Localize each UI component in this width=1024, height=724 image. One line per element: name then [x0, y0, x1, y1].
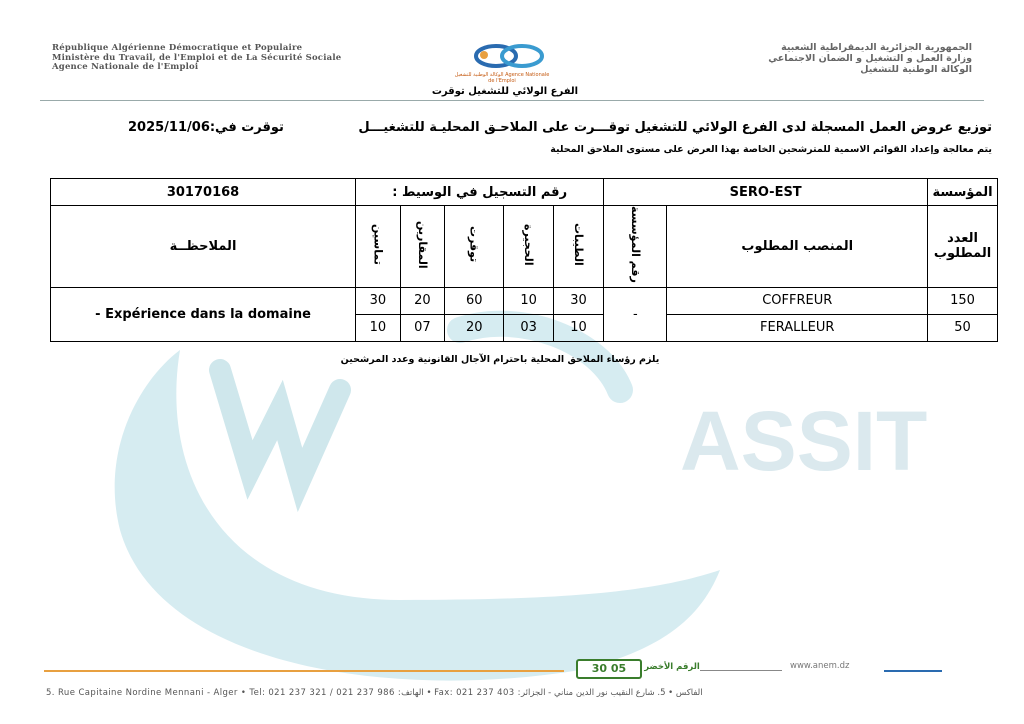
cell-annex-4: 07 [400, 314, 445, 341]
cell-annex-5: 10 [356, 314, 401, 341]
cell-annex-2: 10 [504, 287, 553, 314]
header-ar-line-3: الوكالة الوطنية للتشغيل [860, 64, 972, 75]
arabic-header [612, 42, 972, 75]
org-label: المؤسسة [928, 179, 998, 206]
note-cell: - Expérience dans la domaine [51, 287, 356, 341]
footer-line-grey [700, 670, 782, 671]
col-header-org-number-label: رقم المؤسسة [628, 206, 642, 283]
col-header-annex-5-label: تماسين [371, 224, 385, 265]
header-ar-line-1: الجمهورية الجزائرية الديمقراطية الشعبية [781, 42, 972, 53]
col-header-annex-2 [504, 206, 553, 288]
footer-line-orange [44, 670, 564, 672]
col-header-note: الملاحظــة [51, 206, 356, 288]
cell-post: COFFREUR [667, 287, 928, 314]
footer-line-blue [884, 670, 942, 672]
header-ar-line-2: وزارة العمل و التشغيل و الضمان الاجتماعي [768, 53, 972, 64]
cell-count: 150 [928, 287, 998, 314]
green-number-badge: 30 05 [576, 659, 642, 679]
cell-count: 50 [928, 314, 998, 341]
col-header-annex-2-label: الحجيرة [522, 223, 536, 266]
document-date: توقرت في:2025/11/06 [128, 120, 284, 135]
document-title: توزيع عروض العمل المسجلة لدى الفرع الولائي للتشغيل توقـــرت على الملاحـق المحليـة للتشغيـــل [358, 120, 992, 135]
header-fr-line-1: République Algérienne Démocratique et Populaire [52, 43, 303, 53]
job-offers-table [50, 178, 998, 342]
cell-annex-3: 20 [445, 314, 504, 341]
watermark-text: ASSIT [680, 394, 928, 488]
org-name: SERO-EST [604, 179, 928, 206]
website-link[interactable]: www.anem.dz [790, 661, 850, 671]
cell-annex-5: 30 [356, 287, 401, 314]
green-number-label: الرقم الأخضر [644, 662, 700, 672]
document-subtitle: يتم معالجة وإعداد القوائم الاسمية للمترشحين الخاصة بهذا العرض على مستوى الملاحق المحلية [550, 144, 992, 155]
cell-annex-2: 03 [504, 314, 553, 341]
column-header-row [51, 206, 998, 288]
col-header-annex-4 [400, 206, 445, 288]
reg-number: 30170168 [51, 179, 356, 206]
col-header-annex-1 [553, 206, 603, 288]
footnote: يلزم رؤساء الملاحق المحلية باحترام الآجال القانونية وعدد المرشحين [340, 354, 660, 365]
header-fr-line-3: Agence Nationale de l'Emploi [52, 62, 199, 72]
col-header-annex-3-label: توقرت [467, 226, 481, 263]
col-header-annex-3 [445, 206, 504, 288]
cell-annex-3: 60 [445, 287, 504, 314]
cell-annex-1: 30 [553, 287, 603, 314]
footer-address: 5. Rue Capitaine Nordine Mennani - Alger • Tel: 021 237 321 / 021 237 986 :الهاتف • Fax: 021 237 403 :الفاكس • 5. شارع النقيب نور الدين مناني - الجزائر [46, 688, 703, 698]
table-row [51, 287, 998, 314]
reg-label: رقم التسجيل في الوسيط : [356, 179, 604, 206]
col-header-post: المنصب المطلوب [667, 206, 928, 288]
col-header-org-number [604, 206, 667, 288]
cell-annex-1: 10 [553, 314, 603, 341]
header-divider [40, 100, 984, 101]
french-header [52, 44, 422, 73]
logo-caption: الوكالة الوطنية للتشغيل Agence Nationale de l'Emploi [454, 72, 550, 84]
cell-post: FERALLEUR [667, 314, 928, 341]
branch-title: الفرع الولائي للتشغيل توقرت [431, 86, 579, 97]
col-header-annex-4-label: المقارين [415, 220, 429, 269]
cell-annex-4: 20 [400, 287, 445, 314]
org-number-cell: - [604, 287, 667, 341]
col-header-annex-1-label: الطيبات [572, 223, 586, 266]
header-fr-line-2: Ministère du Travail, de l'Emploi et de La Sécurité Sociale [52, 52, 342, 63]
org-row [51, 179, 998, 206]
col-header-count: العدد المطلوب [928, 206, 998, 288]
col-header-annex-5 [356, 206, 401, 288]
